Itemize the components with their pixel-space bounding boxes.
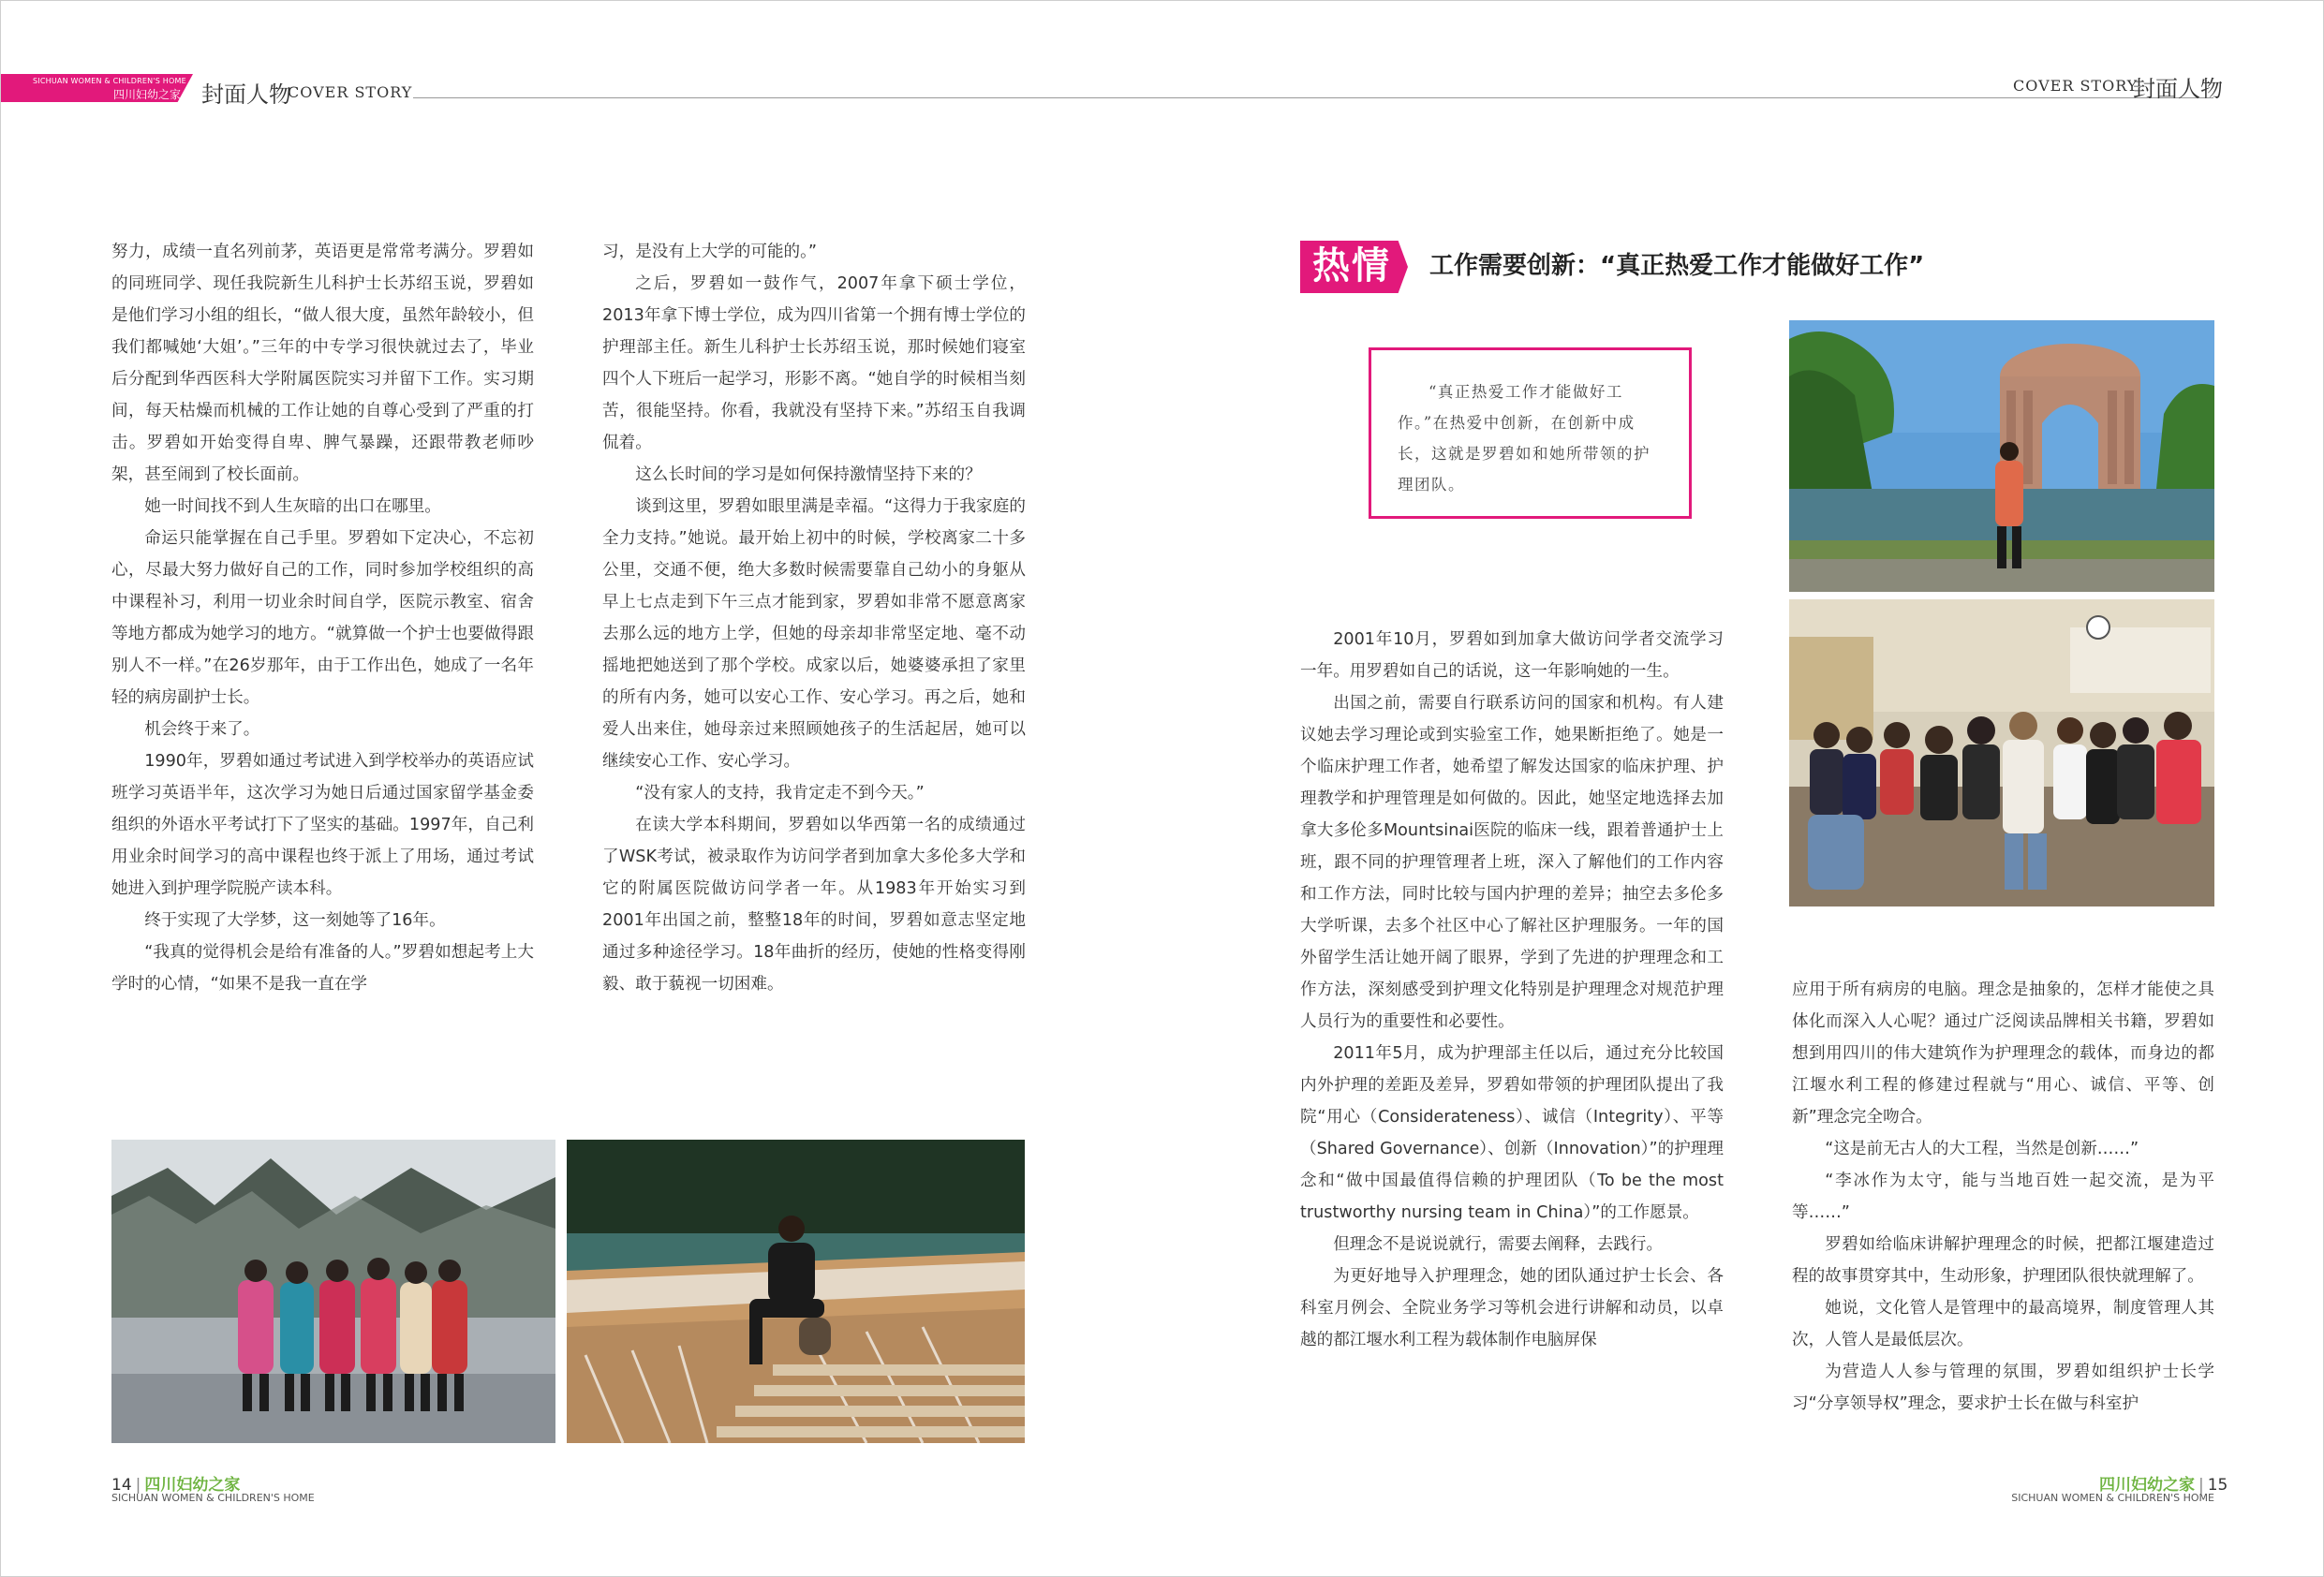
paragraph: 在读大学本科期间，罗碧如以华西第一名的成绩通过了WSK考试，被录取作为访问学者到加拿大多伦多大学和它的附属医院做访问学者一年。从1983年开始实习到2001年出国之前，整整18年的时间，罗碧如意志坚定地通过多种途径学习。18年曲折的经历，使她的性格变得刚毅、敢于藐视一切困难。 (602, 816, 1026, 994)
header-rule (413, 97, 2213, 98)
paragraph: “没有家人的支持，我肯定走不到今天。” (635, 784, 925, 803)
pull-quote-text: “真正热爱工作才能做好工作。”在热爱中创新，在创新中成长，这就是罗碧如和她所带领的护理团队。 (1398, 383, 1650, 494)
paragraph: 2011年5月，成为护理部主任以后，通过充分比较国内外护理的差距及差异，罗碧如带领的护理团队提出了我院“用心（Considerateness）、诚信（Integrity）、平等（Shared Governance）、创新（Innovation）”的护理理念和“做中国最值得信赖的护理团队（To be the most trustworthy nursing team in China）”的工作愿景。 (1300, 1044, 1724, 1222)
section-header-right-cn: 封面人物 (2133, 76, 2223, 102)
paragraph: 之后，罗碧如一鼓作气，2007年拿下硕士学位，2013年拿下博士学位，成为四川省第一个拥有博士学位的护理部主任。新生儿科护士长苏绍玉说，那时候她们寝室四个人下班后一起学习，形影不离。“她自学的时候相当刻苦，很能坚持。你看，我就没有坚持下来。”苏绍玉自我调侃着。 (602, 274, 1026, 452)
section-header-left-cn: 封面人物 (201, 81, 291, 108)
paragraph: 出国之前，需要自行联系访问的国家和机构。有人建议她去学习理论或到实验室工作，她果断拒绝了。她是一个临床护理工作者，她希望了解发达国家的临床护理、护理教学和护理管理是如何做的。因此，她坚定地选择去加拿大多伦多Mountsinai医院的临床一线，跟着普通护士上班，跟不同的护理管理者上班，深入了解他们的工作内容和工作方法，同时比较与国内护理的差异；抽空去多伦多大学听课，去多个社区中心了解社区护理服务。一年的国外留学生活让她开阔了眼界，学到了先进的护理理念和工作方法，深刻感受到护理文化特别是护理理念对规范护理人员行为的重要性和必要性。 (1300, 694, 1724, 1031)
magazine-tag-en: SICHUAN WOMEN & CHILDREN'S HOME (33, 77, 186, 85)
paragraph: 谈到这里，罗碧如眼里满是幸福。“这得力于我家庭的全力支持。”她说。最开始上初中的时候，学校离家二十多公里，交通不便，绝大多数时候需要靠自己幼小的身躯从早上七点走到下午三点才能到家，罗碧如非常不愿意离家去那么远的地方上学，但她的母亲却非常坚定地、毫不动摇地把她送到了那个学校。成家以后，她婆婆承担了家里的所有内务，她可以安心工作、安心学习。再之后，她和爱人出来住，她母亲过来照顾她孩子的生活起居，她可以继续安心工作、安心学习。 (602, 497, 1026, 771)
nurses-group-photo (1789, 599, 2214, 906)
paragraph: “李冰作为太守，能与当地百姓一起交流，是为平等……” (1792, 1172, 2214, 1222)
section-title: 工作需要创新：“真正热爱工作才能做好工作” (1429, 252, 1925, 280)
group-snow-photo (111, 1140, 555, 1443)
paragraph: 努力，成绩一直名列前茅，英语更是常常考满分。罗碧如的同班同学、现任我院新生儿科护士长苏绍玉说，罗碧如是他们学习小组的组长，“做人很大度，虽然年龄较小，但我们都喊她‘大姐’。”三年的中专学习很快就过去了，毕业后分配到华西医科大学附属医院实习并留下工作。实习期间，每天枯燥而机械的工作让她的自尊心受到了严重的打击。罗碧如开始变得自卑、脾气暴躁，还跟带教老师吵架，甚至闹到了校长面前。 (111, 243, 534, 484)
paragraph: 命运只能掌握在自己手里。罗碧如下定决心，不忘初心，尽最大努力做好自己的工作，同时参加学校组织的高中课程补习，利用一切业余时间自学，医院示教室、宿舍等地方都成为她学习的地方。“就算做一个护士也要做得跟别人不一样。”在26岁那年，由于工作出色，她成了一名年轻的病房副护士长。 (111, 529, 534, 707)
paragraph: 她说，文化管人是管理中的最高境界，制度管理人其次，人管人是最低层次。 (1792, 1299, 2214, 1349)
left-page-column-1 (111, 236, 534, 1000)
paragraph: 2001年10月，罗碧如到加拿大做访问学者交流学习一年。用罗碧如自己的话说，这一年影响她的一生。 (1300, 630, 1724, 681)
section-header-right-en: COVER STORY (2013, 77, 2139, 95)
footer-separator: | (2198, 1476, 2204, 1495)
paragraph: 她一时间找不到人生灰暗的出口在哪里。 (144, 497, 441, 516)
paragraph: 为更好地导入护理理念，她的团队通过护士长会、各科室月例会、全院业务学习等机会进行讲解和动员，以卓越的都江堰水利工程为载体制作电脑屏保 (1300, 1267, 1724, 1349)
section-word: 热情 (1312, 243, 1391, 287)
footer-magazine-name: 四川妇幼之家 (144, 1476, 241, 1495)
footer-magazine-name: 四川妇幼之家 (2099, 1476, 2195, 1495)
paragraph: 罗碧如给临床讲解护理理念的时候，把都江堰建造过程的故事贯穿其中，生动形象，护理团队很快就理解了。 (1792, 1235, 2214, 1286)
footer-magazine-name-en: SICHUAN WOMEN & CHILDREN'S HOME (111, 1492, 315, 1504)
right-page-column-2 (1792, 974, 2214, 1420)
page-number-left: 14 (111, 1476, 132, 1495)
section-header-left-en: COVER STORY (288, 83, 413, 101)
paragraph: 习，是没有上大学的可能的。” (602, 243, 818, 261)
footer-magazine-name-en: SICHUAN WOMEN & CHILDREN'S HOME (2011, 1492, 2214, 1504)
paragraph: 为营造人人参与管理的氛围，罗碧如组织护士长学习“分享领导权”理念，要求护士长在做与科室护 (1792, 1363, 2214, 1413)
paragraph: 机会终于来了。 (144, 720, 260, 739)
pull-quote (1369, 347, 1692, 519)
waterfall-photo (567, 1140, 1025, 1443)
paragraph: “我真的觉得机会是给有准备的人。”罗碧如想起考上大学时的心情，“如果不是我一直在学 (111, 943, 534, 994)
paragraph: 1990年，罗碧如通过考试进入到学校举办的英语应试班学习英语半年，这次学习为她日后通过国家留学基金委组织的外语水平考试打下了坚实的基础。1997年，自己利用业余时间学习的高中课程也终于派上了用场，通过考试她进入到护理学院脱产读本科。 (111, 752, 534, 898)
paragraph: 但理念不是说说就行，需要去阐释，去践行。 (1333, 1235, 1664, 1254)
right-page-column-1 (1300, 624, 1724, 1356)
paragraph: 终于实现了大学梦，这一刻她等了16年。 (144, 911, 446, 930)
left-page-column-2 (602, 236, 1026, 1000)
magazine-tag-cn: 四川妇幼之家 (113, 88, 182, 101)
palace-of-fine-arts-photo (1789, 320, 2214, 592)
page-number-right: 15 (2207, 1476, 2228, 1495)
paragraph: 应用于所有病房的电脑。理念是抽象的，怎样才能使之具体化而深入人心呢？通过广泛阅读品牌相关书籍，罗碧如想到用四川的伟大建筑作为护理理念的载体，而身边的都江堰水利工程的修建过程就与“用心、诚信、平等、创新”理念完全吻合。 (1792, 980, 2214, 1127)
paragraph: “这是前无古人的大工程，当然是创新……” (1825, 1140, 2139, 1158)
paragraph: 这么长时间的学习是如何保持激情坚持下来的？ (635, 465, 982, 484)
footer-separator: | (135, 1476, 141, 1495)
